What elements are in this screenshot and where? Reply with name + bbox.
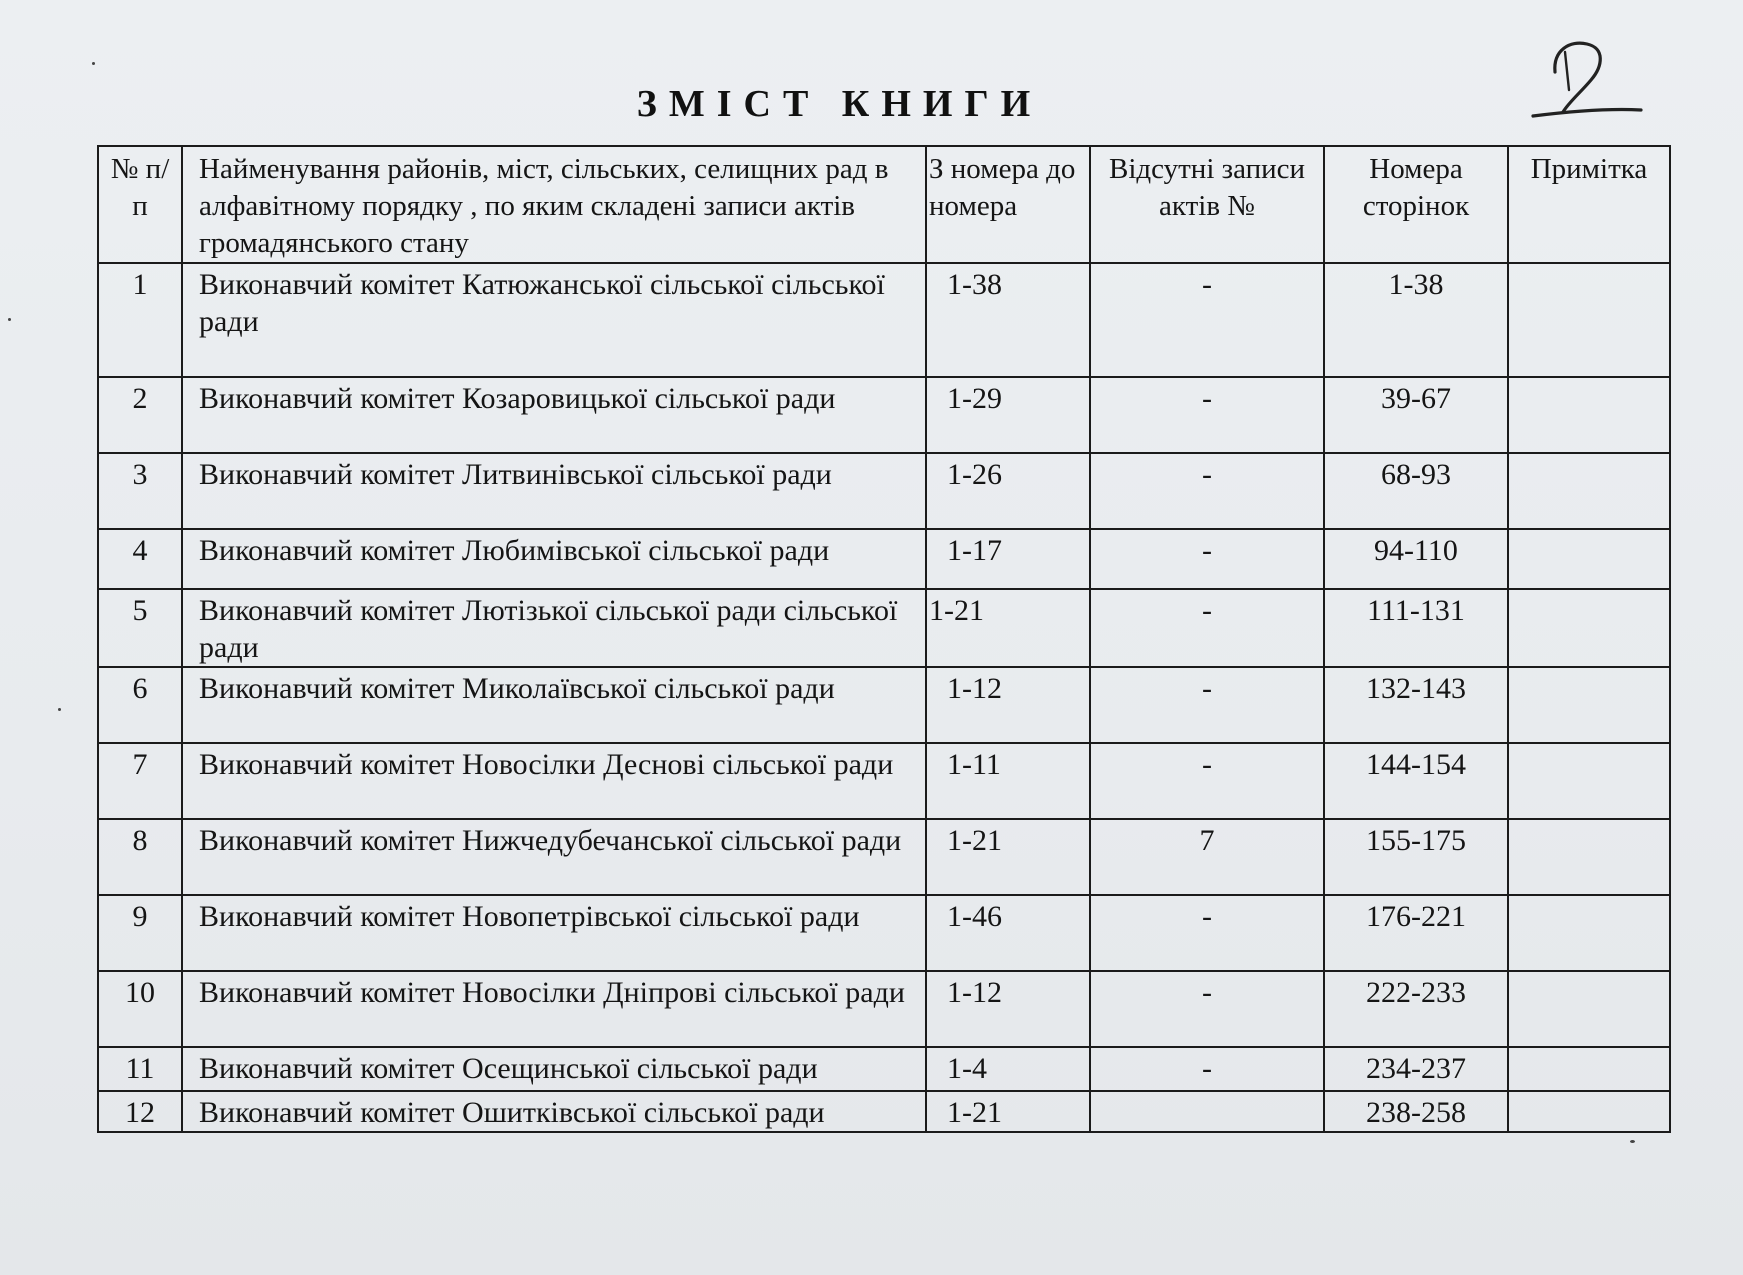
row-from-to: 1-38	[926, 263, 1090, 377]
row-num: 8	[98, 819, 182, 895]
row-name: Виконавчий комітет Литвинівської сільської ради	[182, 453, 926, 529]
row-missing: -	[1090, 895, 1324, 971]
row-pages: 94-110	[1324, 529, 1508, 589]
row-missing: -	[1090, 667, 1324, 743]
row-num: 1	[98, 263, 182, 377]
row-missing: -	[1090, 971, 1324, 1047]
header-name: Найменування районів, міст, сільських, селищних рад в алфавітному порядку , по яким складені записи актів громадянського стану	[182, 146, 926, 263]
row-from-to: 1-11	[926, 743, 1090, 819]
row-missing: -	[1090, 589, 1324, 667]
row-note	[1508, 667, 1670, 743]
row-num: 7	[98, 743, 182, 819]
row-from-to: 1-21	[926, 819, 1090, 895]
row-pages: 222-233	[1324, 971, 1508, 1047]
row-num: 12	[98, 1091, 182, 1132]
row-pages: 39-67	[1324, 377, 1508, 453]
row-missing: -	[1090, 377, 1324, 453]
row-num: 11	[98, 1047, 182, 1091]
row-missing: -	[1090, 1047, 1324, 1091]
row-name: Виконавчий комітет Новосілки Дніпрові сільської ради	[182, 971, 926, 1047]
row-num: 2	[98, 377, 182, 453]
row-pages: 68-93	[1324, 453, 1508, 529]
table-row	[98, 377, 1670, 453]
scan-speck	[8, 318, 11, 321]
row-pages: 176-221	[1324, 895, 1508, 971]
row-pages: 155-175	[1324, 819, 1508, 895]
row-missing	[1090, 1091, 1324, 1132]
row-note	[1508, 529, 1670, 589]
row-pages: 111-131	[1324, 589, 1508, 667]
row-num: 5	[98, 589, 182, 667]
row-pages: 238-258	[1324, 1091, 1508, 1132]
row-note	[1508, 589, 1670, 667]
row-from-to: 1-4	[926, 1047, 1090, 1091]
row-pages: 132-143	[1324, 667, 1508, 743]
row-note	[1508, 377, 1670, 453]
table-row	[98, 589, 1670, 667]
row-missing: -	[1090, 743, 1324, 819]
row-from-to: 1-12	[926, 667, 1090, 743]
row-missing: -	[1090, 453, 1324, 529]
scan-speck	[92, 62, 95, 65]
table-row	[98, 1091, 1670, 1132]
row-note	[1508, 263, 1670, 377]
table-row	[98, 819, 1670, 895]
row-name: Виконавчий комітет Лютізької сільської ради сільської ради	[182, 589, 926, 667]
row-name: Виконавчий комітет Новосілки Деснові сільської ради	[182, 743, 926, 819]
handwritten-page-number	[1525, 32, 1645, 127]
page-title-text: ЗМІСТ КНИГИ	[636, 83, 1043, 125]
row-from-to: 1-29	[926, 377, 1090, 453]
contents-table	[97, 145, 1671, 1133]
row-name: Виконавчий комітет Козаровицької сільської ради	[182, 377, 926, 453]
table-row	[98, 529, 1670, 589]
table-row	[98, 743, 1670, 819]
row-note	[1508, 895, 1670, 971]
row-note	[1508, 743, 1670, 819]
table-row	[98, 667, 1670, 743]
row-name: Виконавчий комітет Любимівської сільської ради	[182, 529, 926, 589]
row-note	[1508, 971, 1670, 1047]
row-pages: 1-38	[1324, 263, 1508, 377]
scan-speck	[58, 708, 61, 711]
header-pages: Номера сторінок	[1324, 146, 1508, 263]
row-pages: 234-237	[1324, 1047, 1508, 1091]
row-missing: 7	[1090, 819, 1324, 895]
row-pages: 144-154	[1324, 743, 1508, 819]
table-row	[98, 1047, 1670, 1091]
row-num: 10	[98, 971, 182, 1047]
row-name: Виконавчий комітет Новопетрівської сільської ради	[182, 895, 926, 971]
table-row	[98, 895, 1670, 971]
row-missing: -	[1090, 263, 1324, 377]
row-name: Виконавчий комітет Нижчедубечанської сільської ради	[182, 819, 926, 895]
table-header-row	[98, 146, 1670, 263]
row-from-to: 1-26	[926, 453, 1090, 529]
row-name: Виконавчий комітет Катюжанської сільської сільської ради	[182, 263, 926, 377]
row-from-to: 1-12	[926, 971, 1090, 1047]
row-name: Виконавчий комітет Осещинської сільської ради	[182, 1047, 926, 1091]
row-note	[1508, 1091, 1670, 1132]
row-num: 4	[98, 529, 182, 589]
row-note	[1508, 819, 1670, 895]
row-from-to: 1-21	[926, 589, 1090, 667]
row-from-to: 1-21	[926, 1091, 1090, 1132]
row-note	[1508, 453, 1670, 529]
table-row	[98, 453, 1670, 529]
page-title	[0, 82, 1743, 126]
header-from-to: З номера до номера	[926, 146, 1090, 263]
table-row	[98, 971, 1670, 1047]
header-num: № п/п	[98, 146, 182, 263]
row-num: 3	[98, 453, 182, 529]
table-row	[98, 263, 1670, 377]
header-note: Примітка	[1508, 146, 1670, 263]
row-from-to: 1-17	[926, 529, 1090, 589]
row-num: 6	[98, 667, 182, 743]
row-from-to: 1-46	[926, 895, 1090, 971]
scan-speck	[1630, 1140, 1635, 1143]
row-note	[1508, 1047, 1670, 1091]
row-name: Виконавчий комітет Миколаївської сільської ради	[182, 667, 926, 743]
row-missing: -	[1090, 529, 1324, 589]
row-num: 9	[98, 895, 182, 971]
row-name: Виконавчий комітет Ошитківської сільської ради	[182, 1091, 926, 1132]
header-missing: Відсутні записи актів №	[1090, 146, 1324, 263]
